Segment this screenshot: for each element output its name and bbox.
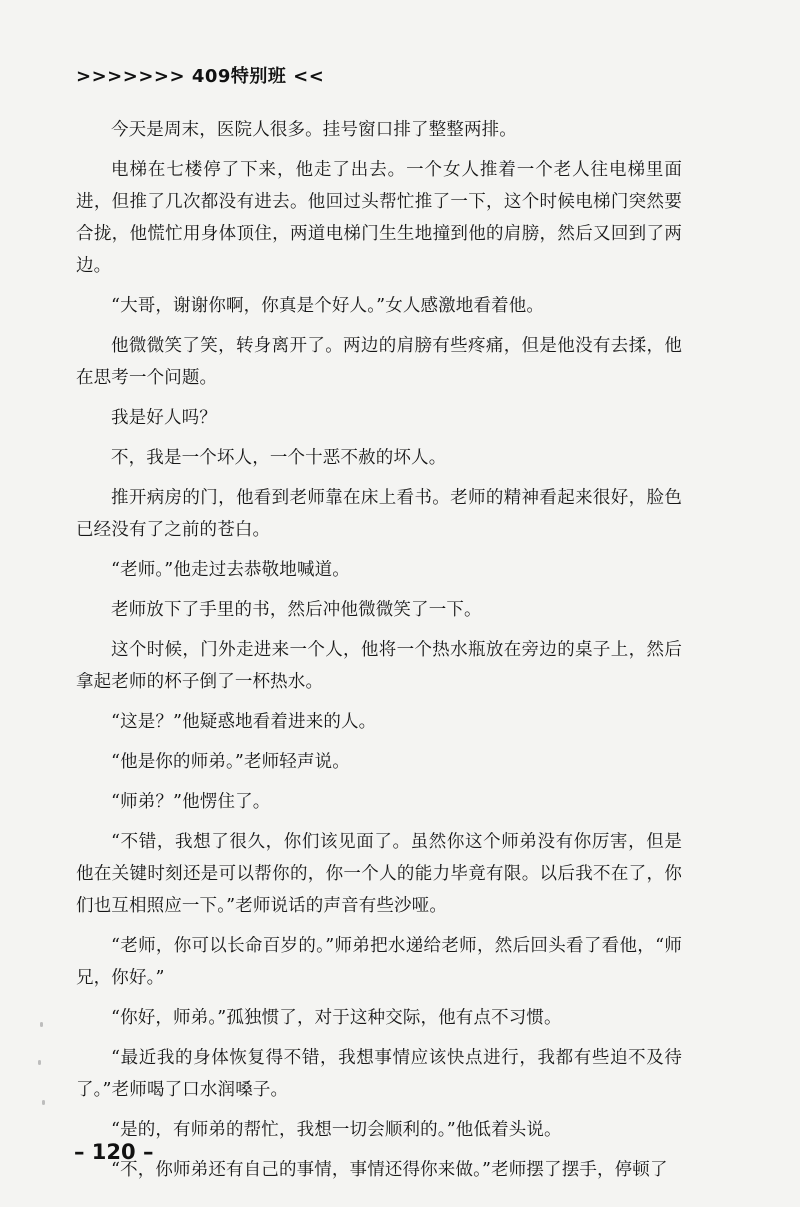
paragraph: “你好，师弟。”孤独惯了，对于这种交际，他有点不习惯。 (111, 1008, 562, 1028)
body-text (76, 114, 682, 1194)
paragraph: 不，我是一个坏人，一个十恶不赦的坏人。 (111, 448, 447, 468)
running-header: >>>>>>> 409特别班 << (76, 66, 325, 87)
paragraph: 电梯在七楼停了下来，他走了出去。一个女人推着一个老人往电梯里面进，但推了几次都没有进去。他回过头帮忙推了一下，这个时候电梯门突然要合拢，他慌忙用身体顶住，两道电梯门生生地撞到他的肩膀，然后又回到了两边。 (76, 160, 682, 276)
paragraph: “不，你师弟还有自己的事情，事情还得你来做。”老师摆了摆手，停顿了 (111, 1160, 668, 1180)
paragraph: 老师放下了手里的书，然后冲他微微笑了一下。 (111, 600, 482, 620)
paragraph: “这是？”他疑惑地看着进来的人。 (111, 712, 377, 732)
paragraph: “老师，你可以长命百岁的。”师弟把水递给老师，然后回头看了看他，“师兄，你好。” (76, 936, 682, 988)
paragraph: “他是你的师弟。”老师轻声说。 (111, 752, 350, 772)
paragraph: 我是好人吗？ (111, 408, 217, 428)
page-number: – 120 – (74, 1140, 154, 1164)
paragraph: “不错，我想了很久，你们该见面了。虽然你这个师弟没有你厉害，但是他在关键时刻还是可以帮你的，你一个人的能力毕竟有限。以后我不在了，你们也互相照应一下。”老师说话的声音有些沙哑。 (76, 832, 682, 916)
scan-speck (38, 1060, 41, 1065)
paragraph: “是的，有师弟的帮忙，我想一切会顺利的。”他低着头说。 (111, 1120, 562, 1140)
scan-speck (40, 1022, 43, 1027)
paragraph: 他微微笑了笑，转身离开了。两边的肩膀有些疼痛，但是他没有去揉，他在思考一个问题。 (76, 336, 682, 388)
paragraph: “最近我的身体恢复得不错，我想事情应该快点进行，我都有些迫不及待了。”老师喝了口水润嗓子。 (76, 1048, 682, 1100)
paragraph: 今天是周末，医院人很多。挂号窗口排了整整两排。 (111, 120, 517, 140)
paragraph: 这个时候，门外走进来一个人，他将一个热水瓶放在旁边的桌子上，然后拿起老师的杯子倒了一杯热水。 (76, 640, 682, 692)
paragraph: “师弟？”他愣住了。 (111, 792, 271, 812)
paragraph: “老师。”他走过去恭敬地喊道。 (111, 560, 350, 580)
scan-speck (42, 1100, 45, 1105)
paragraph: “大哥，谢谢你啊，你真是个好人。”女人感激地看着他。 (111, 296, 545, 316)
paragraph: 推开病房的门，他看到老师靠在床上看书。老师的精神看起来很好，脸色已经没有了之前的苍白。 (76, 488, 682, 540)
